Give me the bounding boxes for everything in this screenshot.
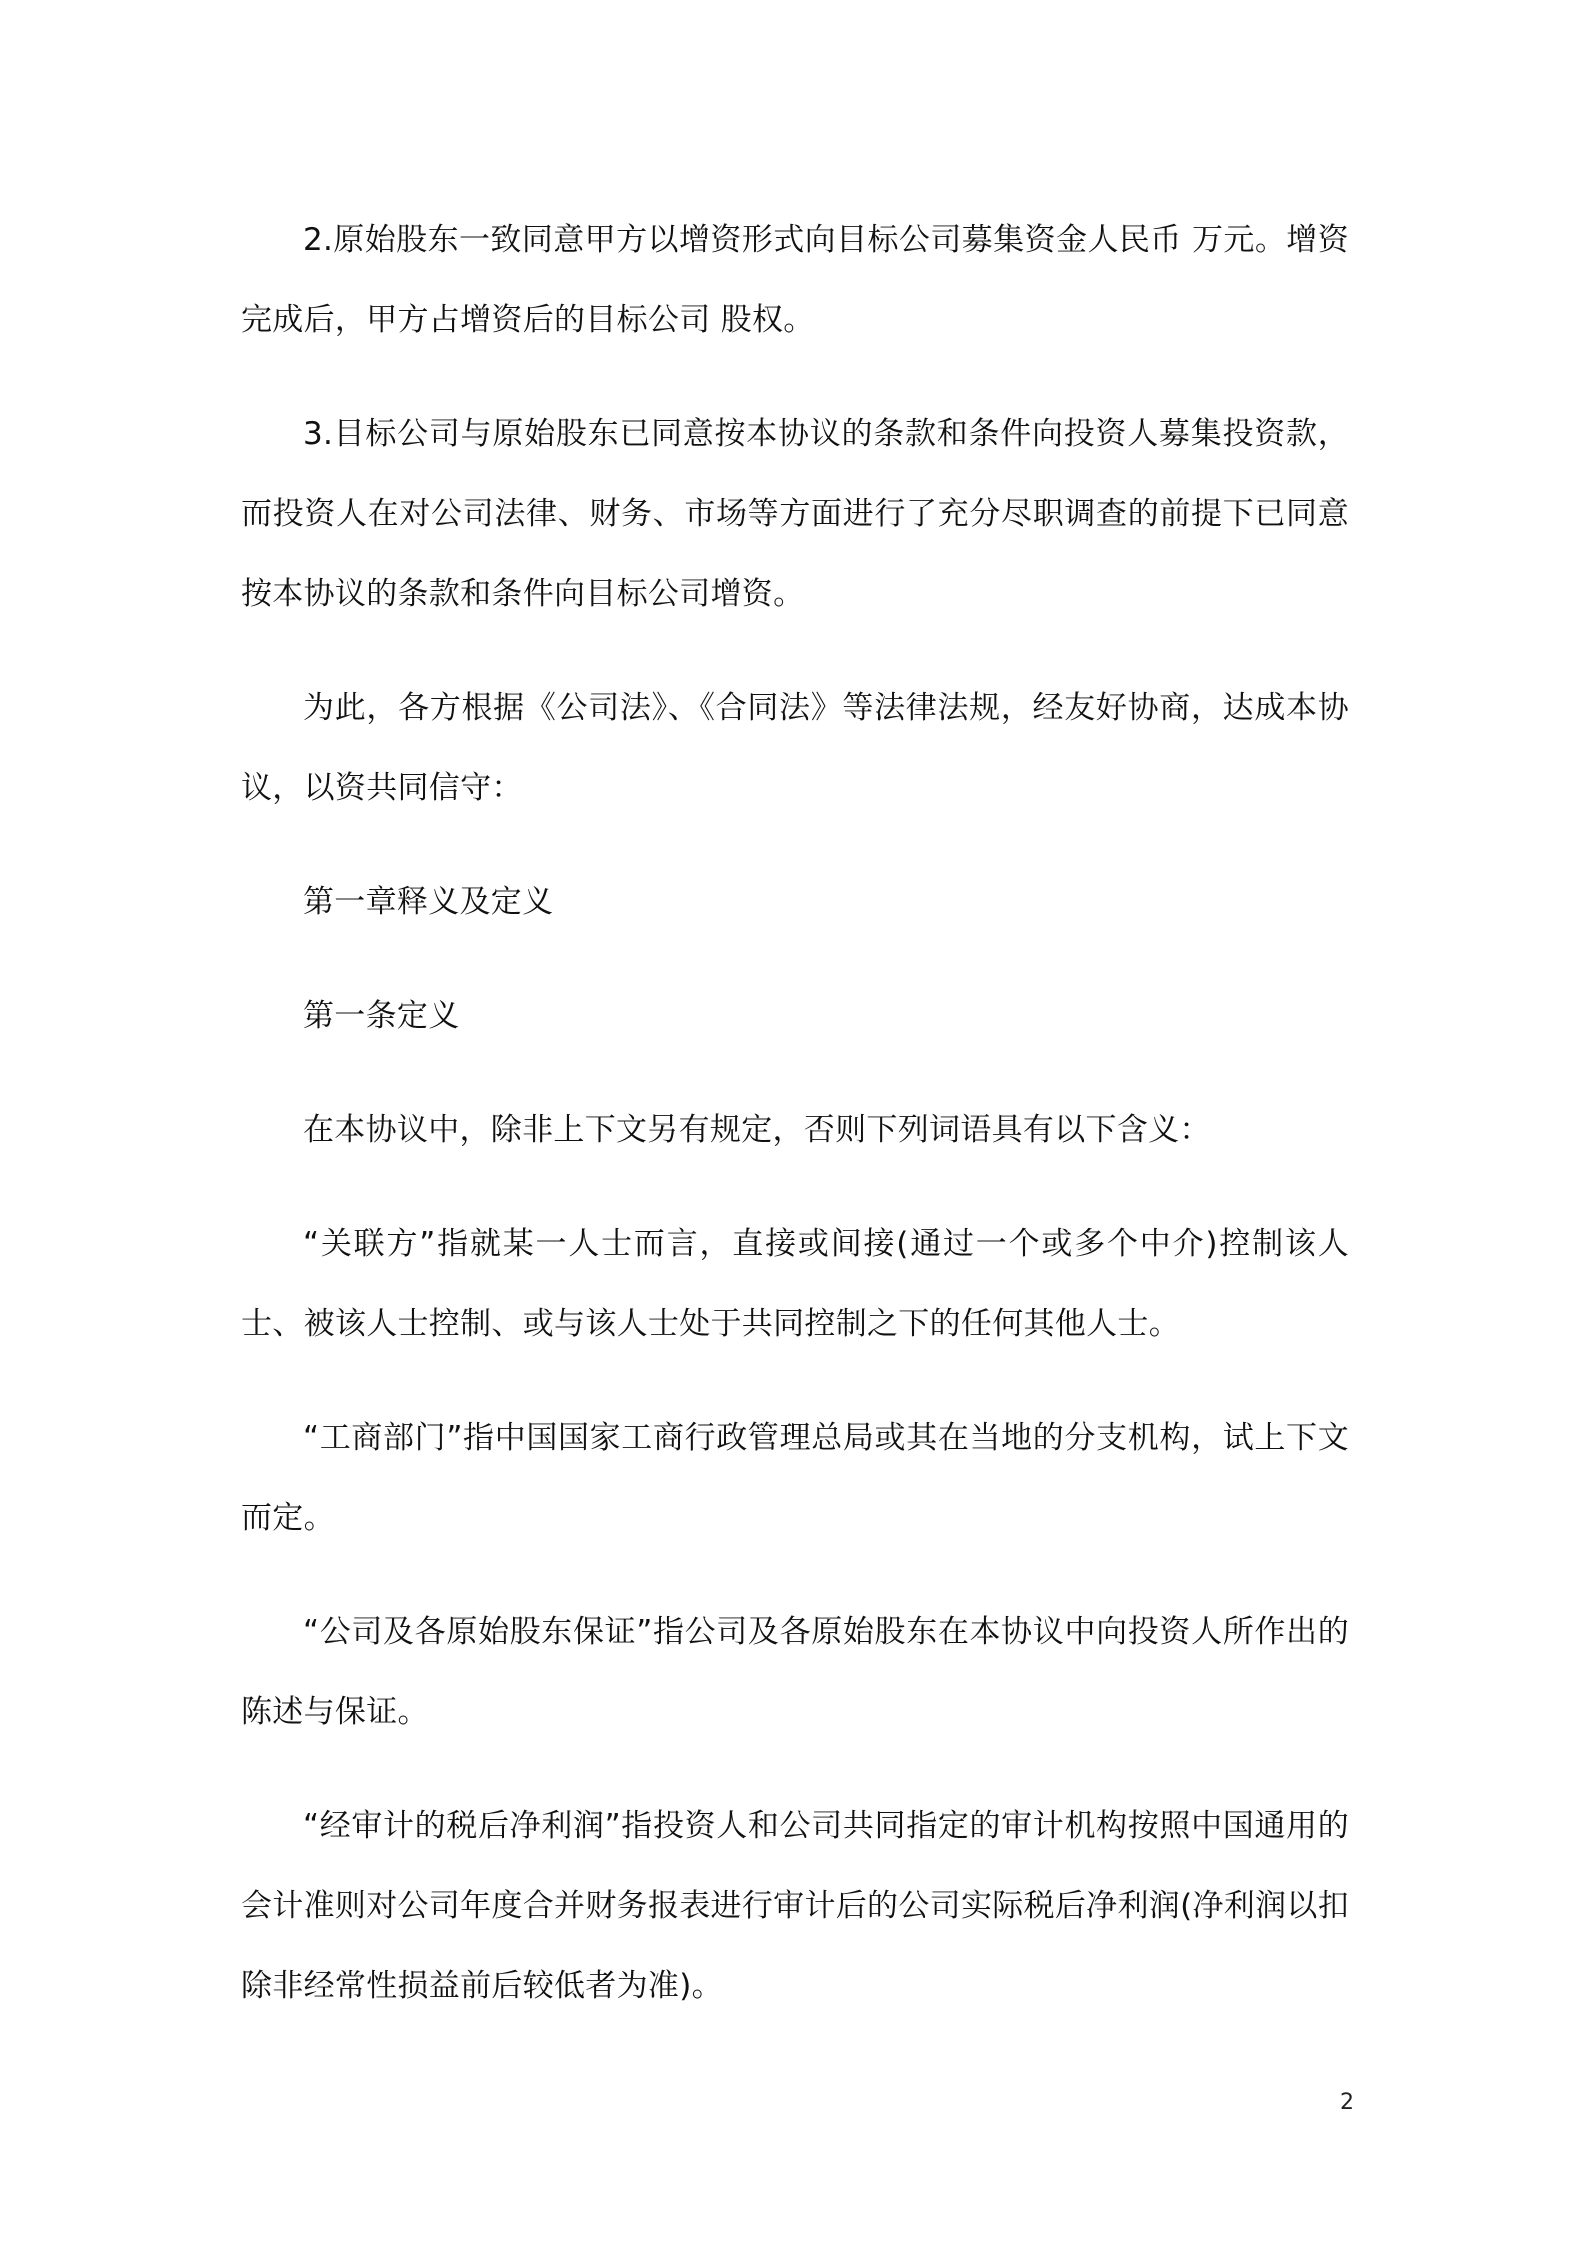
definition-company-shareholder-warranty: “公司及各原始股东保证”指公司及各原始股东在本协议中向投资人所作出的陈述与保证。 <box>241 1614 1349 1730</box>
document-body <box>241 200 1349 2060</box>
paragraph-investment-agreement: 3.目标公司与原始股东已同意按本协议的条款和条件向投资人募集投资款，而投资人在对公司法律、财务、市场等方面进行了充分尽职调查的前提下已同意按本协议的条款和条件向目标公司增资。 <box>241 416 1349 612</box>
definition-business-department: “工商部门”指中国国家工商行政管理总局或其在当地的分支机构，试上下文而定。 <box>241 1420 1349 1536</box>
definition-audited-net-profit: “经审计的税后净利润”指投资人和公司共同指定的审计机构按照中国通用的会计准则对公司年度合并财务报表进行审计后的公司实际税后净利润(净利润以扣除非经常性损益前后较低者为准)。 <box>241 1808 1349 2004</box>
definition-related-party: “关联方”指就某一人士而言，直接或间接(通过一个或多个中介)控制该人士、被该人士控制、或与该人士处于共同控制之下的任何其他人士。 <box>241 1226 1349 1342</box>
page-number: 2 <box>1340 2090 1354 2115</box>
paragraph-legal-basis: 为此，各方根据《公司法》、《合同法》等法律法规，经友好协商，达成本协议，以资共同信守： <box>241 690 1349 806</box>
paragraph-definitions-intro: 在本协议中，除非上下文另有规定，否则下列词语具有以下含义： <box>303 1112 1211 1148</box>
paragraph-capital-increase: 2.原始股东一致同意甲方以增资形式向目标公司募集资金人民币 万元。增资完成后，甲方占增资后的目标公司 股权。 <box>241 222 1349 338</box>
article-heading: 第一条定义 <box>303 998 460 1034</box>
chapter-heading: 第一章释义及定义 <box>303 884 554 920</box>
